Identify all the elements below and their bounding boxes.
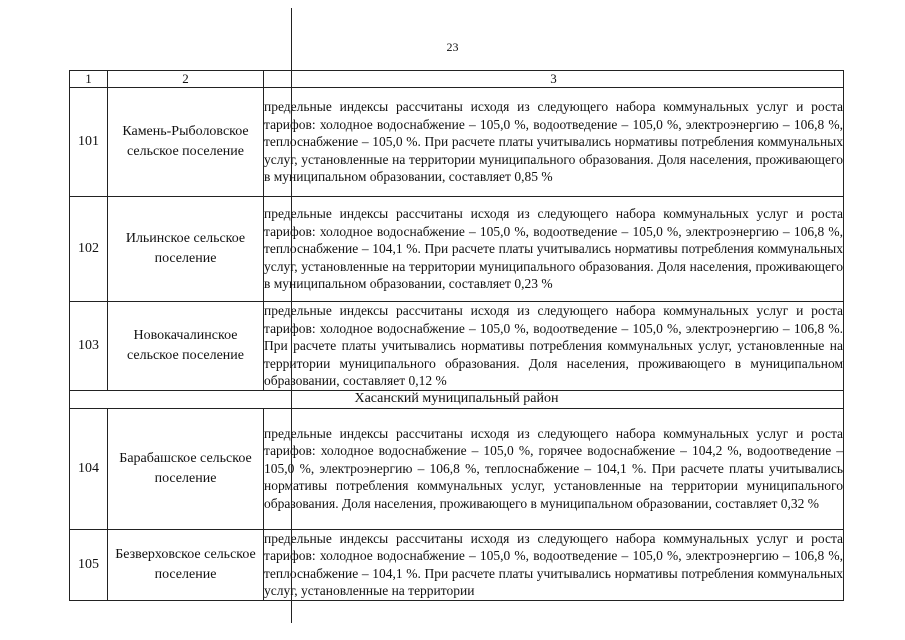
table-row	[70, 197, 844, 302]
settlement-name: Камень-Рыболовское сельское поселение	[108, 88, 264, 197]
settlement-name: Новокачалинское сельское поселение	[108, 302, 264, 391]
row-number: 102	[70, 197, 108, 302]
row-number: 103	[70, 302, 108, 391]
tariff-description: предельные индексы рассчитаны исходя из следующего набора коммунальных услуг и роста тарифов: холодное водоснабжение – 105,0 %, водоотведение – 105,0 %, электроэнергию – 106,8 %, теплоснабжение – 104,1 %. При расчете платы учитывались нормативы потребления коммунальных услуг, установленные на территории муниципального образования. Доля населения, проживающего в муниципальном образовании, составляет 0,23 %	[264, 197, 844, 302]
header-cell-2: 2	[108, 71, 264, 88]
tariff-table	[69, 70, 844, 601]
table-row	[70, 88, 844, 197]
table-header-row	[70, 71, 844, 88]
tariff-description: предельные индексы рассчитаны исходя из следующего набора коммунальных услуг и роста тарифов: холодное водоснабжение – 105,0 %, водоотведение – 105,0 %, электроэнергию – 106,8 %. При расчете платы учитывались нормативы потребления коммунальных услуг, установленные на территории муниципального образования. Доля населения, проживающего в муниципальном образовании, составляет 0,12 %	[264, 303, 843, 388]
table-row	[70, 302, 844, 391]
tariff-description: предельные индексы рассчитаны исходя из следующего набора коммунальных услуг и роста тарифов: холодное водоснабжение – 105,0 %, горячее водоснабжение – 104,2 %, водоотведение – 105,0 %, электроэнергию – 106,8 %, теплоснабжение – 104,1 %. При расчете платы учитывались нормативы потребления коммунальных услуг, установленные на территории муниципального образования. Доля населения, проживающего в муниципальном образовании, составляет 0,32 %	[264, 408, 844, 529]
row-number: 101	[70, 88, 108, 197]
settlement-name: Барабашское сельское поселение	[108, 408, 264, 529]
row-number: 104	[70, 408, 108, 529]
page-number: 23	[446, 40, 459, 54]
header-cell-1: 1	[70, 71, 108, 88]
row-number: 105	[70, 529, 108, 600]
tariff-description: предельные индексы рассчитаны исходя из следующего набора коммунальных услуг и роста тарифов: холодное водоснабжение – 105,0 %, водоотведение – 105,0 %, электроэнергию – 106,8 %, теплоснабжение – 104,1 %. При расчете платы учитывались нормативы потребления коммунальных услуг, установленные на территории	[264, 530, 843, 598]
table-row	[70, 408, 844, 529]
district-title: Хасанский муниципальный район	[70, 390, 844, 408]
settlement-name: Ильинское сельское поселение	[108, 197, 264, 302]
tariff-description: предельные индексы рассчитаны исходя из следующего набора коммунальных услуг и роста тарифов: холодное водоснабжение – 105,0 %, водоотведение – 105,0 %, электроэнергию – 106,8 %, теплоснабжение – 105,0 %. При расчете платы учитывались нормативы потребления коммунальных услуг, установленные на территории муниципального образования. Доля населения, проживающего в муниципальном образовании, составляет 0,85 %	[264, 88, 844, 197]
district-row	[70, 390, 844, 408]
table-row	[70, 529, 844, 600]
settlement-name: Безверховское сельское поселение	[108, 529, 264, 600]
header-cell-3: 3	[264, 71, 844, 88]
